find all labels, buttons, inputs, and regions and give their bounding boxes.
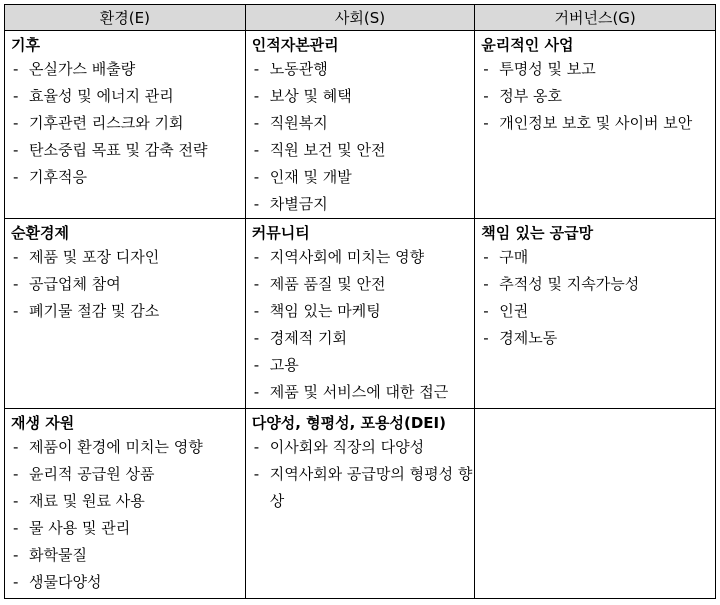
- category-title: 재생 자원: [11, 414, 75, 432]
- table-row: [5, 31, 716, 219]
- list-item: - 직원 보건 및 안전: [252, 137, 475, 164]
- list-item: - 제품 및 서비스에 대한 접근: [252, 379, 475, 406]
- category-title: 순환경제: [11, 224, 69, 242]
- cell-environment: [5, 219, 246, 409]
- list-item: - 보상 및 혜택: [252, 83, 475, 110]
- list-item: - 노동관행: [252, 56, 475, 83]
- list-item: - 기후적응: [11, 164, 245, 191]
- category-title: [481, 409, 715, 412]
- list-item: - 인재 및 개발: [252, 164, 475, 191]
- table-row: [5, 409, 716, 599]
- list-item: - 온실가스 배출량: [11, 56, 245, 83]
- cell-social: [245, 409, 475, 599]
- list-item: - 효율성 및 에너지 관리: [11, 83, 245, 110]
- list-item: - 지역사회와 공급망의 형평성 향상: [252, 461, 475, 515]
- list-item: - 기후관련 리스크와 기회: [11, 110, 245, 137]
- list-item: - 경제적 기회: [252, 325, 475, 352]
- header-row: [5, 5, 716, 31]
- list-item: - 지역사회에 미치는 영향: [252, 244, 475, 271]
- list-item: - 윤리적 공급원 상품: [11, 461, 245, 488]
- category-title: 책임 있는 공급망: [481, 224, 594, 242]
- list-item: - 개인정보 보호 및 사이버 보안: [481, 110, 715, 137]
- list-item: - 투명성 및 보고: [481, 56, 715, 83]
- header-governance: 거버넌스(G): [475, 5, 716, 31]
- item-list: [252, 244, 475, 406]
- category-title: 기후: [11, 36, 40, 54]
- list-item: - 제품이 환경에 미치는 영향: [11, 434, 245, 461]
- cell-governance: [475, 31, 716, 219]
- list-item: - 생물다양성: [11, 569, 245, 596]
- category-title: 인적자본관리: [251, 36, 339, 54]
- table-row: [5, 219, 716, 409]
- list-item: - 물 사용 및 관리: [11, 515, 245, 542]
- esg-table: [4, 4, 716, 599]
- category-title: 커뮤니티: [251, 224, 310, 242]
- header-social: 사회(S): [245, 5, 475, 31]
- category-title: 다양성, 형평성, 포용성(DEI): [251, 414, 446, 432]
- item-list: [11, 244, 245, 325]
- item-list: [11, 434, 245, 596]
- list-item: - 정부 옹호: [481, 83, 715, 110]
- item-list: [11, 56, 245, 191]
- list-item: - 공급업체 참여: [11, 271, 245, 298]
- cell-social: [245, 31, 475, 219]
- list-item: - 이사회와 직장의 다양성: [252, 434, 475, 461]
- item-list: [481, 56, 715, 137]
- list-item: - 직원복지: [252, 110, 475, 137]
- list-item: - 제품 및 포장 디자인: [11, 244, 245, 271]
- list-item: - 구매: [481, 244, 715, 271]
- item-list: [252, 434, 475, 515]
- list-item: - 인권: [481, 298, 715, 325]
- list-item: - 경제노동: [481, 325, 715, 352]
- item-list: [252, 56, 475, 218]
- cell-governance: [475, 409, 716, 599]
- cell-governance: [475, 219, 716, 409]
- list-item: - 추적성 및 지속가능성: [481, 271, 715, 298]
- category-title: 윤리적인 사업: [481, 36, 574, 54]
- list-item: - 폐기물 절감 및 감소: [11, 298, 245, 325]
- cell-environment: [5, 31, 246, 219]
- list-item: - 고용: [252, 352, 475, 379]
- list-item: - 화학물질: [11, 542, 245, 569]
- list-item: - 차별금지: [252, 191, 475, 218]
- list-item: - 제품 품질 및 안전: [252, 271, 475, 298]
- list-item: - 탄소중립 목표 및 감축 전략: [11, 137, 245, 164]
- item-list: [481, 244, 715, 352]
- header-environment: 환경(E): [5, 5, 246, 31]
- list-item: - 책임 있는 마케팅: [252, 298, 475, 325]
- list-item: - 재료 및 원료 사용: [11, 488, 245, 515]
- cell-social: [245, 219, 475, 409]
- cell-environment: [5, 409, 246, 599]
